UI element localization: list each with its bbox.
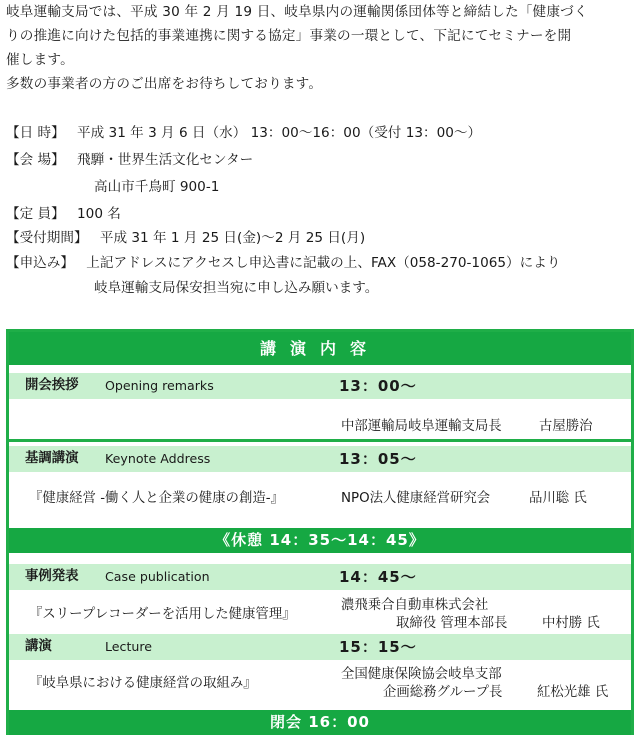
opening-person: 古屋勝治 [539, 419, 593, 434]
intro-text [6, 0, 636, 96]
date-label: 【日 時】 [6, 125, 65, 141]
intro-line-3: 催します。 [6, 52, 74, 68]
apply-label: 【申込み】 [6, 255, 74, 271]
keynote-person: 品川聡 氏 [529, 491, 587, 506]
program-title: 講演内容 [9, 332, 631, 365]
opening-band [9, 373, 631, 399]
lecture-org-2: 企画総務グループ長 [383, 685, 503, 700]
opening-time: 13：00〜 [339, 377, 417, 395]
period-row [6, 226, 365, 246]
separator [9, 439, 631, 442]
apply-continuation: 岐阜運輸支局保安担当宛に申し込み願います。 [94, 280, 379, 296]
keynote-category: 基調講演 [25, 451, 79, 466]
lecture-person: 紅松光雄 氏 [537, 685, 609, 700]
lecture-org-1: 全国健康保険協会岐阜支部 [341, 667, 502, 682]
case-topic: 『スリープレコーダーを活用した健康管理』 [29, 607, 296, 622]
lecture-english: Lecture [105, 639, 153, 654]
program-box [6, 329, 634, 735]
case-time: 14：45〜 [339, 568, 417, 586]
case-person: 中村勝 氏 [542, 616, 600, 631]
capacity-row [6, 202, 121, 222]
opening-org: 中部運輸局岐阜運輸支局長 [341, 419, 502, 434]
keynote-org: NPO法人健康経営研究会 [341, 491, 491, 506]
period-label: 【受付期間】 [6, 230, 88, 246]
intro-line-1: 岐阜運輸支局では、平成 30 年 2 月 19 日、岐阜県内の運輸関係団体等と締結した「健康づく [6, 4, 588, 20]
case-org-1: 濃飛乗合自動車株式会社 [341, 598, 489, 613]
lecture-topic: 『岐阜県における健康経営の取組み』 [29, 676, 257, 691]
break-band: 《休憩 14：35〜14：45》 [9, 528, 631, 553]
case-org-2: 取締役 管理本部長 [396, 616, 508, 631]
period-value: 平成 31 年 1 月 25 日(金)〜2 月 25 日(月) [99, 230, 366, 246]
date-row [6, 121, 481, 141]
venue-value: 飛騨・世界生活文化センター [77, 152, 254, 168]
keynote-english: Keynote Address [105, 451, 211, 466]
case-english: Case publication [105, 569, 210, 584]
venue-row [6, 148, 253, 168]
intro-line-4: 多数の事業者の方のご出席をお待ちしております。 [6, 76, 323, 92]
venue-address: 高山市千鳥町 900-1 [94, 179, 220, 195]
case-category: 事例発表 [25, 569, 79, 584]
capacity-value: 100 名 [77, 206, 121, 222]
keynote-time: 13：05〜 [339, 450, 417, 468]
venue-label: 【会 場】 [6, 152, 65, 168]
lecture-band [9, 634, 631, 660]
keynote-topic: 『健康経営 -働く人と企業の健康の創造-』 [29, 491, 284, 506]
apply-value: 上記アドレスにアクセスし申込書に記載の上、FAX（058-270-1065）により [86, 255, 561, 271]
case-band [9, 564, 631, 590]
apply-row [6, 251, 560, 271]
intro-line-2: りの推進に向けた包括的事業連携に関する協定」事業の一環として、下記にてセミナーを開 [6, 28, 572, 44]
date-value: 平成 31 年 3 月 6 日（水） 13：00〜16：00（受付 13：00〜） [77, 125, 482, 141]
opening-category: 開会挨拶 [25, 378, 79, 393]
opening-english: Opening remarks [105, 378, 214, 393]
closing-band: 閉会 16：00 [9, 710, 631, 735]
capacity-label: 【定 員】 [6, 206, 65, 222]
lecture-category: 講演 [25, 639, 52, 654]
keynote-band [9, 446, 631, 472]
lecture-time: 15：15〜 [339, 638, 417, 656]
